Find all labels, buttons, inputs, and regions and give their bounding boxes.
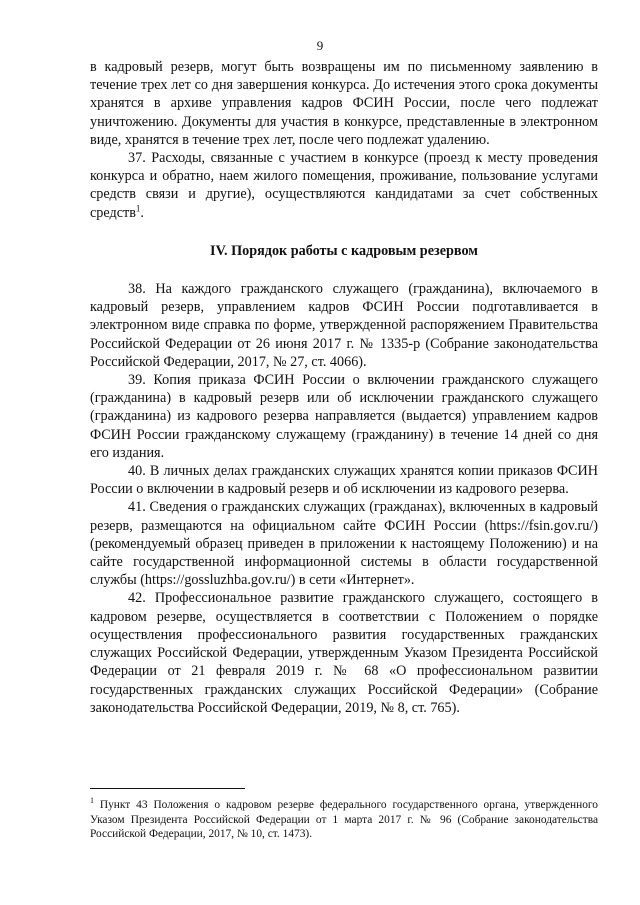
document-body [90, 58, 598, 717]
footnote-separator [90, 788, 245, 789]
paragraph-38: 38. На каждого гражданского служащего (гражданина), включаемого в кадровый резерв, управлением кадров ФСИН России подготавливается в электронном виде справка по форме, утвержденной распоряжением Правительства Российской Федерации от 26 июня 2017 г. № 1335-р (Собрание законодательства Российской Федерации, 2017, № 27, ст. 4066). [90, 281, 598, 370]
footnote-reference[interactable]: 1 [135, 202, 141, 213]
paragraph-40: 40. В личных делах гражданских служащих хранятся копии приказов ФСИН России о включении в кадровый резерв и об исключении из кадрового резерва. [90, 463, 598, 498]
page-number: 9 [316, 38, 324, 53]
paragraph-continuation: в кадровый резерв, могут быть возвращены им по письменному заявлению в течение трех лет со дня завершения конкурса. До истечения этого срока документы хранятся в архиве управления кадров ФСИН России, после чего подлежат уничтожению. Документы для участия в конкурсе, представленные в электронном виде, хранятся в течение трех лет, после чего подлежат удалению. [90, 59, 598, 148]
paragraph-37: 37. Расходы, связанные с участием в конкурсе (проезд к месту проведения конкурса и обратно, наем жилого помещения, проживание, пользование услугами средств связи и другие), осуществляются кандидатами за счет собственных средств$^1$. [90, 150, 598, 221]
footnote [90, 798, 598, 842]
paragraph-39: 39. Копия приказа ФСИН России о включении гражданского служащего (гражданина) в кадровый резерв или об исключении гражданского служащего (гражданина) из кадрового резерва направляется (выдается) управлением кадров ФСИН России гражданскому служащему (гражданину) в течение 14 дней со дня его издания. [90, 372, 598, 461]
paragraph-41: 41. Сведения о гражданских служащих (гражданах), включенных в кадровый резерв, размещаются на официальном сайте ФСИН России (https://fsin.gov.ru/) (рекомендуемый образец приведен в приложении к настоящему Положению) и на сайте государственной информационной системы в области государственной службы (https://gossluzhba.gov.ru/) в сети «Интернет». [90, 499, 598, 589]
footnote-text: Пункт 43 Положения о кадровом резерве федерального государственного органа, утвержденного Указом Президента Российской Федерации от 1 марта 2017 г. № 96 (Собрание законодательства Российской Федерации, 2017, № 10, ст. 1473). [90, 799, 598, 841]
section-heading: IV. Порядок работы с кадровым резервом [210, 242, 478, 259]
paragraph-37-text: 37. Расходы, связанные с участием в конкурсе (проезд к месту проведения конкурса и обратно, наем жилого помещения, проживание, пользование услугами средств связи и другие), осуществляются кандидатами за счет собственных средств [90, 150, 598, 221]
footnote-mark: 1 [90, 796, 94, 806]
paragraph-42: 42. Профессиональное развитие гражданского служащего, состоящего в кадровом резерве, осуществляется в соответствии с Положением о порядке осуществления профессионального развития государственных гражданских служащих Российской Федерации, утвержденным Указом Президента Российской Федерации от 21 февраля 2019 г. № 68 «О профессиональном развитии государственных гражданских служащих Российской Федерации» (Собрание законодательства Российской Федерации, 2019, № 8, ст. 765). [90, 590, 598, 716]
